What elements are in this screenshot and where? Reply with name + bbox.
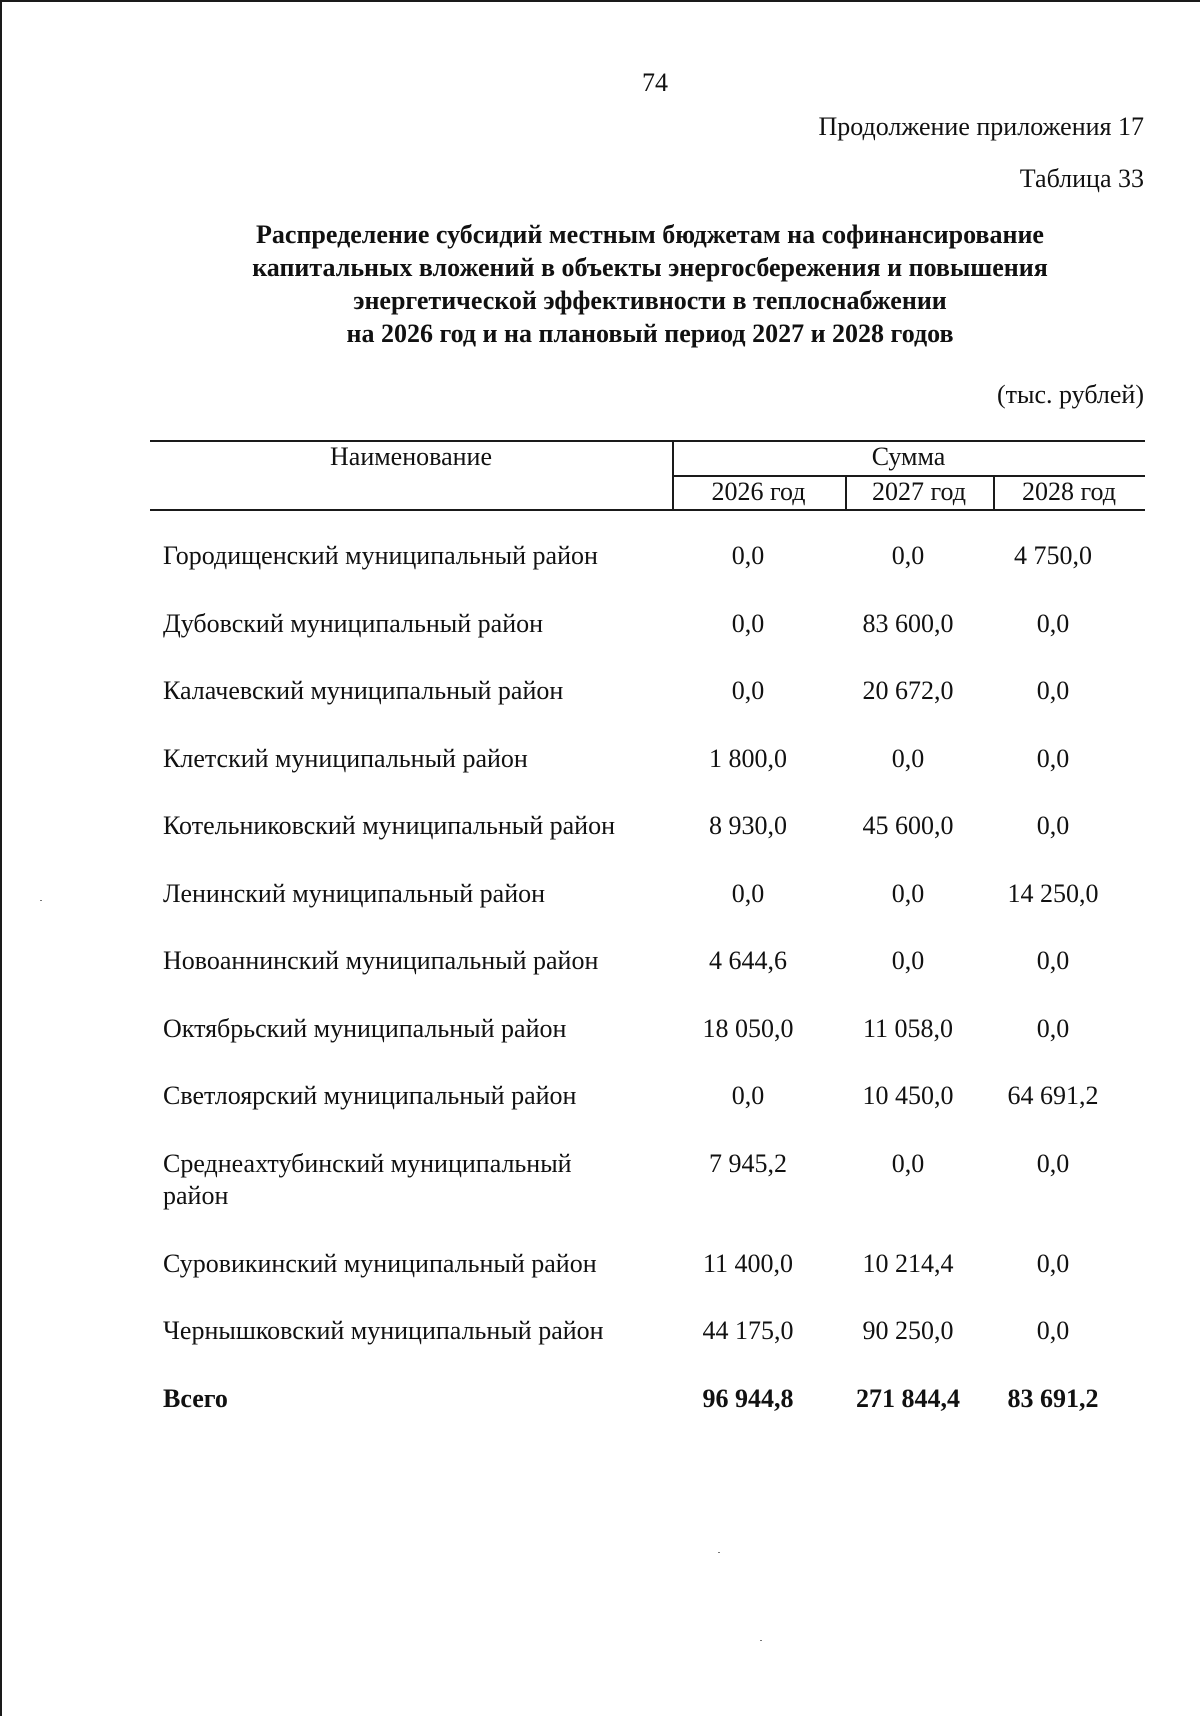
value-2026: 0,0: [731, 541, 765, 570]
row-name: Светлоярский муниципальный район: [163, 1081, 577, 1110]
title-line: на 2026 год и на плановый период 2027 и 2028 годов: [346, 319, 954, 348]
value-2026: 0,0: [731, 1081, 765, 1110]
row-name: Среднеахтубинский муниципальный район: [163, 1148, 572, 1210]
units-label: (тыс. рублей): [996, 380, 1144, 409]
row-name: Дубовский муниципальный район: [163, 608, 544, 638]
row-name: Городищенский муниципальный район: [163, 541, 598, 570]
value-2027: 10 450,0: [862, 1081, 954, 1110]
total-2028: 83 691,2: [1007, 1383, 1099, 1413]
table-row: [163, 1148, 1143, 1248]
table-row: [163, 540, 1143, 608]
table-total-row: [163, 1383, 1143, 1451]
value-2026: 4 644,6: [709, 946, 787, 975]
value-2028: 0,0: [1036, 946, 1070, 975]
table-body: [163, 540, 1143, 1450]
value-2027: 20 672,0: [862, 676, 954, 705]
value-2027: 11 058,0: [862, 1013, 954, 1043]
value-2028: 0,0: [1036, 676, 1070, 705]
value-2026: 0,0: [731, 608, 765, 638]
scan-left-border: [0, 0, 2, 1716]
table-row: [163, 878, 1143, 946]
total-label: Всего: [163, 1383, 228, 1413]
value-2026: 18 050,0: [702, 1013, 794, 1043]
value-2028: 0,0: [1036, 743, 1070, 773]
page-number: 74: [642, 68, 668, 97]
value-2027: 0,0: [891, 946, 925, 975]
header-year-2027: 2027 год: [872, 477, 966, 506]
row-name: Суровикинский муниципальный район: [163, 1248, 597, 1278]
value-2028: 0,0: [1036, 1148, 1070, 1178]
value-2028: 0,0: [1036, 811, 1070, 840]
title-line: капитальных вложений в объекты энергосбережения и повышения: [252, 253, 1048, 282]
value-2028: 0,0: [1036, 1316, 1070, 1345]
scan-speck: [760, 1640, 762, 1641]
row-name: Калачевский муниципальный район: [163, 676, 564, 705]
value-2026: 7 945,2: [709, 1148, 787, 1178]
scan-speck: [718, 1552, 720, 1553]
value-2026: 8 930,0: [709, 811, 787, 840]
document-title: [150, 218, 1150, 350]
value-2027: 90 250,0: [862, 1316, 954, 1345]
header-year-2026: 2026 год: [711, 477, 806, 506]
header-year-2028: 2028 год: [1022, 477, 1116, 506]
scan-speck: [40, 900, 42, 901]
table-row: [163, 810, 1143, 878]
value-2028: 0,0: [1036, 608, 1070, 638]
scan-top-border: [0, 0, 1200, 2]
row-name: Котельниковский муниципальный район: [163, 811, 615, 840]
value-2026: 0,0: [731, 878, 765, 908]
table-row: [163, 1315, 1143, 1383]
table-row: [163, 1013, 1143, 1081]
table-number: Таблица 33: [1019, 164, 1144, 193]
table-row: [163, 945, 1143, 1013]
header-name: Наименование: [330, 442, 492, 471]
value-2027: 0,0: [891, 878, 925, 908]
title-line: энергетической эффективности в теплоснабжении: [353, 286, 947, 315]
value-2026: 11 400,0: [702, 1248, 794, 1278]
value-2028: 64 691,2: [1007, 1081, 1099, 1110]
total-2027: 271 844,4: [856, 1383, 960, 1413]
table-row: [163, 675, 1143, 743]
row-name: Чернышковский муниципальный район: [163, 1316, 604, 1345]
value-2028: 4 750,0: [1014, 541, 1092, 570]
title-line: Распределение субсидий местным бюджетам на софинансирование: [256, 220, 1044, 249]
value-2026: 0,0: [731, 676, 765, 705]
row-name: Клетский муниципальный район: [163, 743, 528, 773]
value-2027: 0,0: [891, 541, 925, 570]
table-row: [163, 608, 1143, 676]
value-2027: 0,0: [891, 743, 925, 773]
table-row: [163, 1080, 1143, 1148]
header-sum: Сумма: [871, 442, 946, 471]
appendix-note: Продолжение приложения 17: [818, 112, 1144, 141]
value-2028: 0,0: [1036, 1013, 1070, 1043]
value-2028: 0,0: [1036, 1248, 1070, 1278]
value-2027: 10 214,4: [862, 1248, 954, 1278]
value-2027: 83 600,0: [862, 608, 954, 638]
value-2028: 14 250,0: [1007, 878, 1099, 908]
row-name: Новоаннинский муниципальный район: [163, 946, 599, 975]
row-name: Ленинский муниципальный район: [163, 878, 546, 908]
total-2026: 96 944,8: [702, 1383, 794, 1413]
table-row: [163, 1248, 1143, 1316]
value-2027: 0,0: [891, 1148, 925, 1178]
table-row: [163, 743, 1143, 811]
table-header-bottom-rule: [150, 509, 1145, 511]
value-2026: 1 800,0: [709, 743, 787, 773]
value-2026: 44 175,0: [702, 1316, 794, 1345]
value-2027: 45 600,0: [862, 811, 954, 840]
row-name: Октябрьский муниципальный район: [163, 1013, 567, 1043]
